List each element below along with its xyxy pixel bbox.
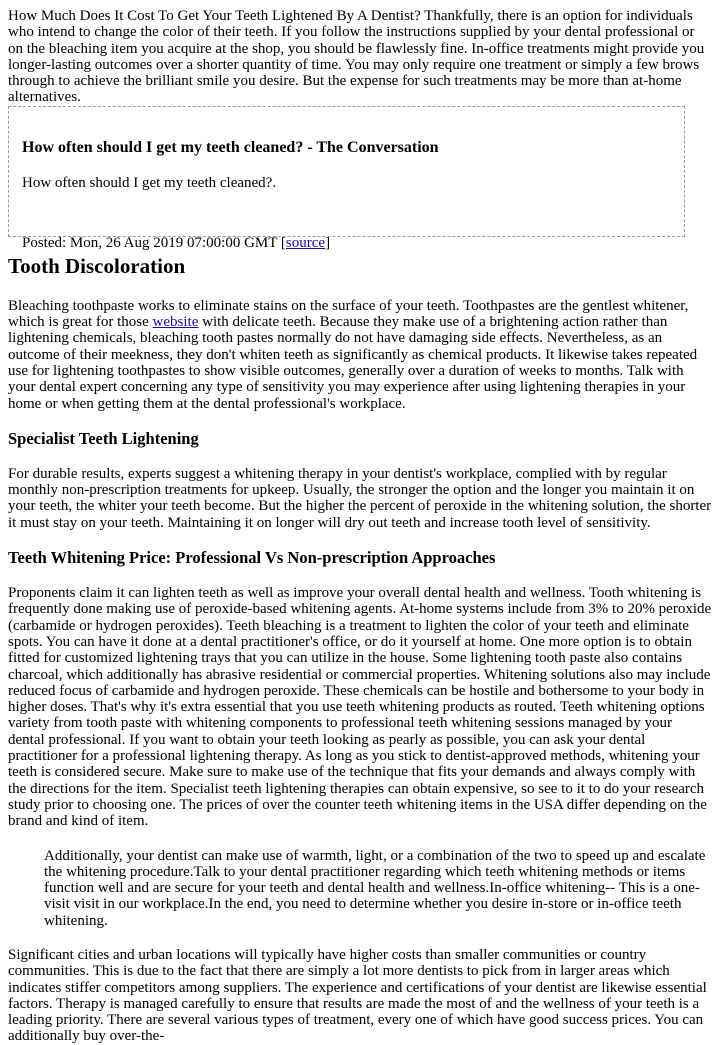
specialist-paragraph: For durable results, experts suggest a whitening therapy in your dentist's workplace, complied with by regular monthly non-prescription treatments for upkeep. Usually, the stronger the option and the longer you maintain it on your teeth, the whiter your teeth become. But the higher the percent of peroxide in the whitening solution, the shorter it must stay on your teeth. Maintaining it on longer will dry out teeth and increase tooth level of sensitivity. (8, 465, 712, 531)
article (8, 8, 712, 1045)
news-embed-box (8, 106, 685, 252)
blockquote: Additionally, your dentist can make use of warmth, light, or a combination of the two to speed up and escalate the whitening procedure.Talk to your dental practitioner regarding which teeth whitening methods or items function well and are secure for your teeth and dental health and wellness.In-office whitening-- This is a one-visit visit in our workplace.In the end, you need to determine whether you desire in-store or in-office teeth whitening. (44, 847, 706, 929)
price-paragraph: Proponents claim it can lighten teeth as well as improve your overall dental health and wellness. Tooth whitening is frequently done making use of peroxide-based whitening agents. At-home systems include from 3% to 20% peroxide (carbamide or hydrogen peroxides). Teeth bleaching is a treatment to lighten the color of your teeth and eliminate spots. You can have it done at a dental practitioner's office, or do it yourself at home. One more option is to obtain fitted for customized lightening trays that you can utilize in the house. Some lightening tooth paste also contains charcoal, which additionally has abrasive residential or commercial properties. Whitening solutions also may include reduced focus of carbamide and hydrogen peroxide. These chemicals can be hostile and bothersome to your body in higher doses. That's why it's extra essential that you use teeth whitening products as routed. Teeth whitening options variety from tooth paste with whitening components to professional teeth whitening sessions managed by your dental professional. If you want to obtain your teeth looking as pearly as possible, you can ask your dental practitioner for a professional lightening therapy. As long as you stick to dentist-approved methods, whitening your teeth is considered secure. Make sure to make use of the technique that fits your demands and always comply with the directions for the item. Specialist teeth lightening therapies can obtain expensive, so see to it to do your research study prior to choosing one. The prices of over the counter teeth whitening items in the USA differ depending on the brand and kind of item. (8, 585, 712, 830)
heading-tooth-discoloration: Tooth Discoloration (8, 253, 186, 278)
cities-paragraph: Significant cities and urban locations will typically have higher costs than smaller communities or country communities. This is due to the fact that there are simply a lot more dentists to pick from in larger areas which indicates stiffer competitors among suppliers. The experience and certifications of your dentist are likewise essential factors. Therapy is managed carefully to ensure that results are made the most of and the wellness of your teeth is a leading priority. There are several various types of treatment, every one of which have good success prices. You can additionally buy over-the- (8, 946, 707, 1045)
discoloration-paragraph (8, 298, 712, 412)
source-link[interactable]: source (285, 235, 326, 252)
heading-whitening-price: Teeth Whitening Price: Professional Vs Non-prescription Approaches (8, 548, 496, 568)
embed-description: How often should I get my teeth cleaned?. (22, 174, 277, 191)
website-link[interactable]: website (152, 314, 199, 331)
embed-title: How often should I get my teeth cleaned? - The Conversation (22, 138, 439, 156)
posted-date: Posted: Mon, 26 Aug 2019 07:00:00 GMT [ (22, 235, 286, 252)
embed-posted-line (22, 235, 672, 251)
discoloration-text-before: Bleaching toothpaste works to eliminate stains on the surface of your teeth. Toothpastes are the gentlest whitener, which is great for those (8, 297, 689, 331)
posted-suffix: ] (325, 235, 331, 252)
intro-paragraph: How Much Does It Cost To Get Your Teeth Lightened By A Dentist? Thankfully, there is an option for individuals who intend to change the color of their teeth. If you follow the instructions supplied by your dental professional or on the bleaching item you acquire at the shop, you should be flawlessly fine. In-office treatments might provide you longer-lasting outcomes over a shorter quantity of time. You may only require one treatment or simply a few brows through to achieve the brilliant smile you desire. But the expense for such treatments may be more than at-home alternatives. (8, 8, 705, 106)
heading-specialist-lightening: Specialist Teeth Lightening (8, 428, 199, 448)
discoloration-text-after: with delicate teeth. Because they make use of a brightening action rather than lightening chemicals, bleaching tooth pastes normally do not have damaging side effects. Nevertheless, as an outcome of their meekness, they don't whiten teeth as significantly as chemical products. It likewise takes repeated use for lightening toothpastes to show visible outcomes, generally over a duration of weeks to months. Talk with your dental expert concerning any type of sensitivity you may experience after using lightening therapies in your home or when getting them at the dental professional's workplace. (8, 314, 698, 412)
